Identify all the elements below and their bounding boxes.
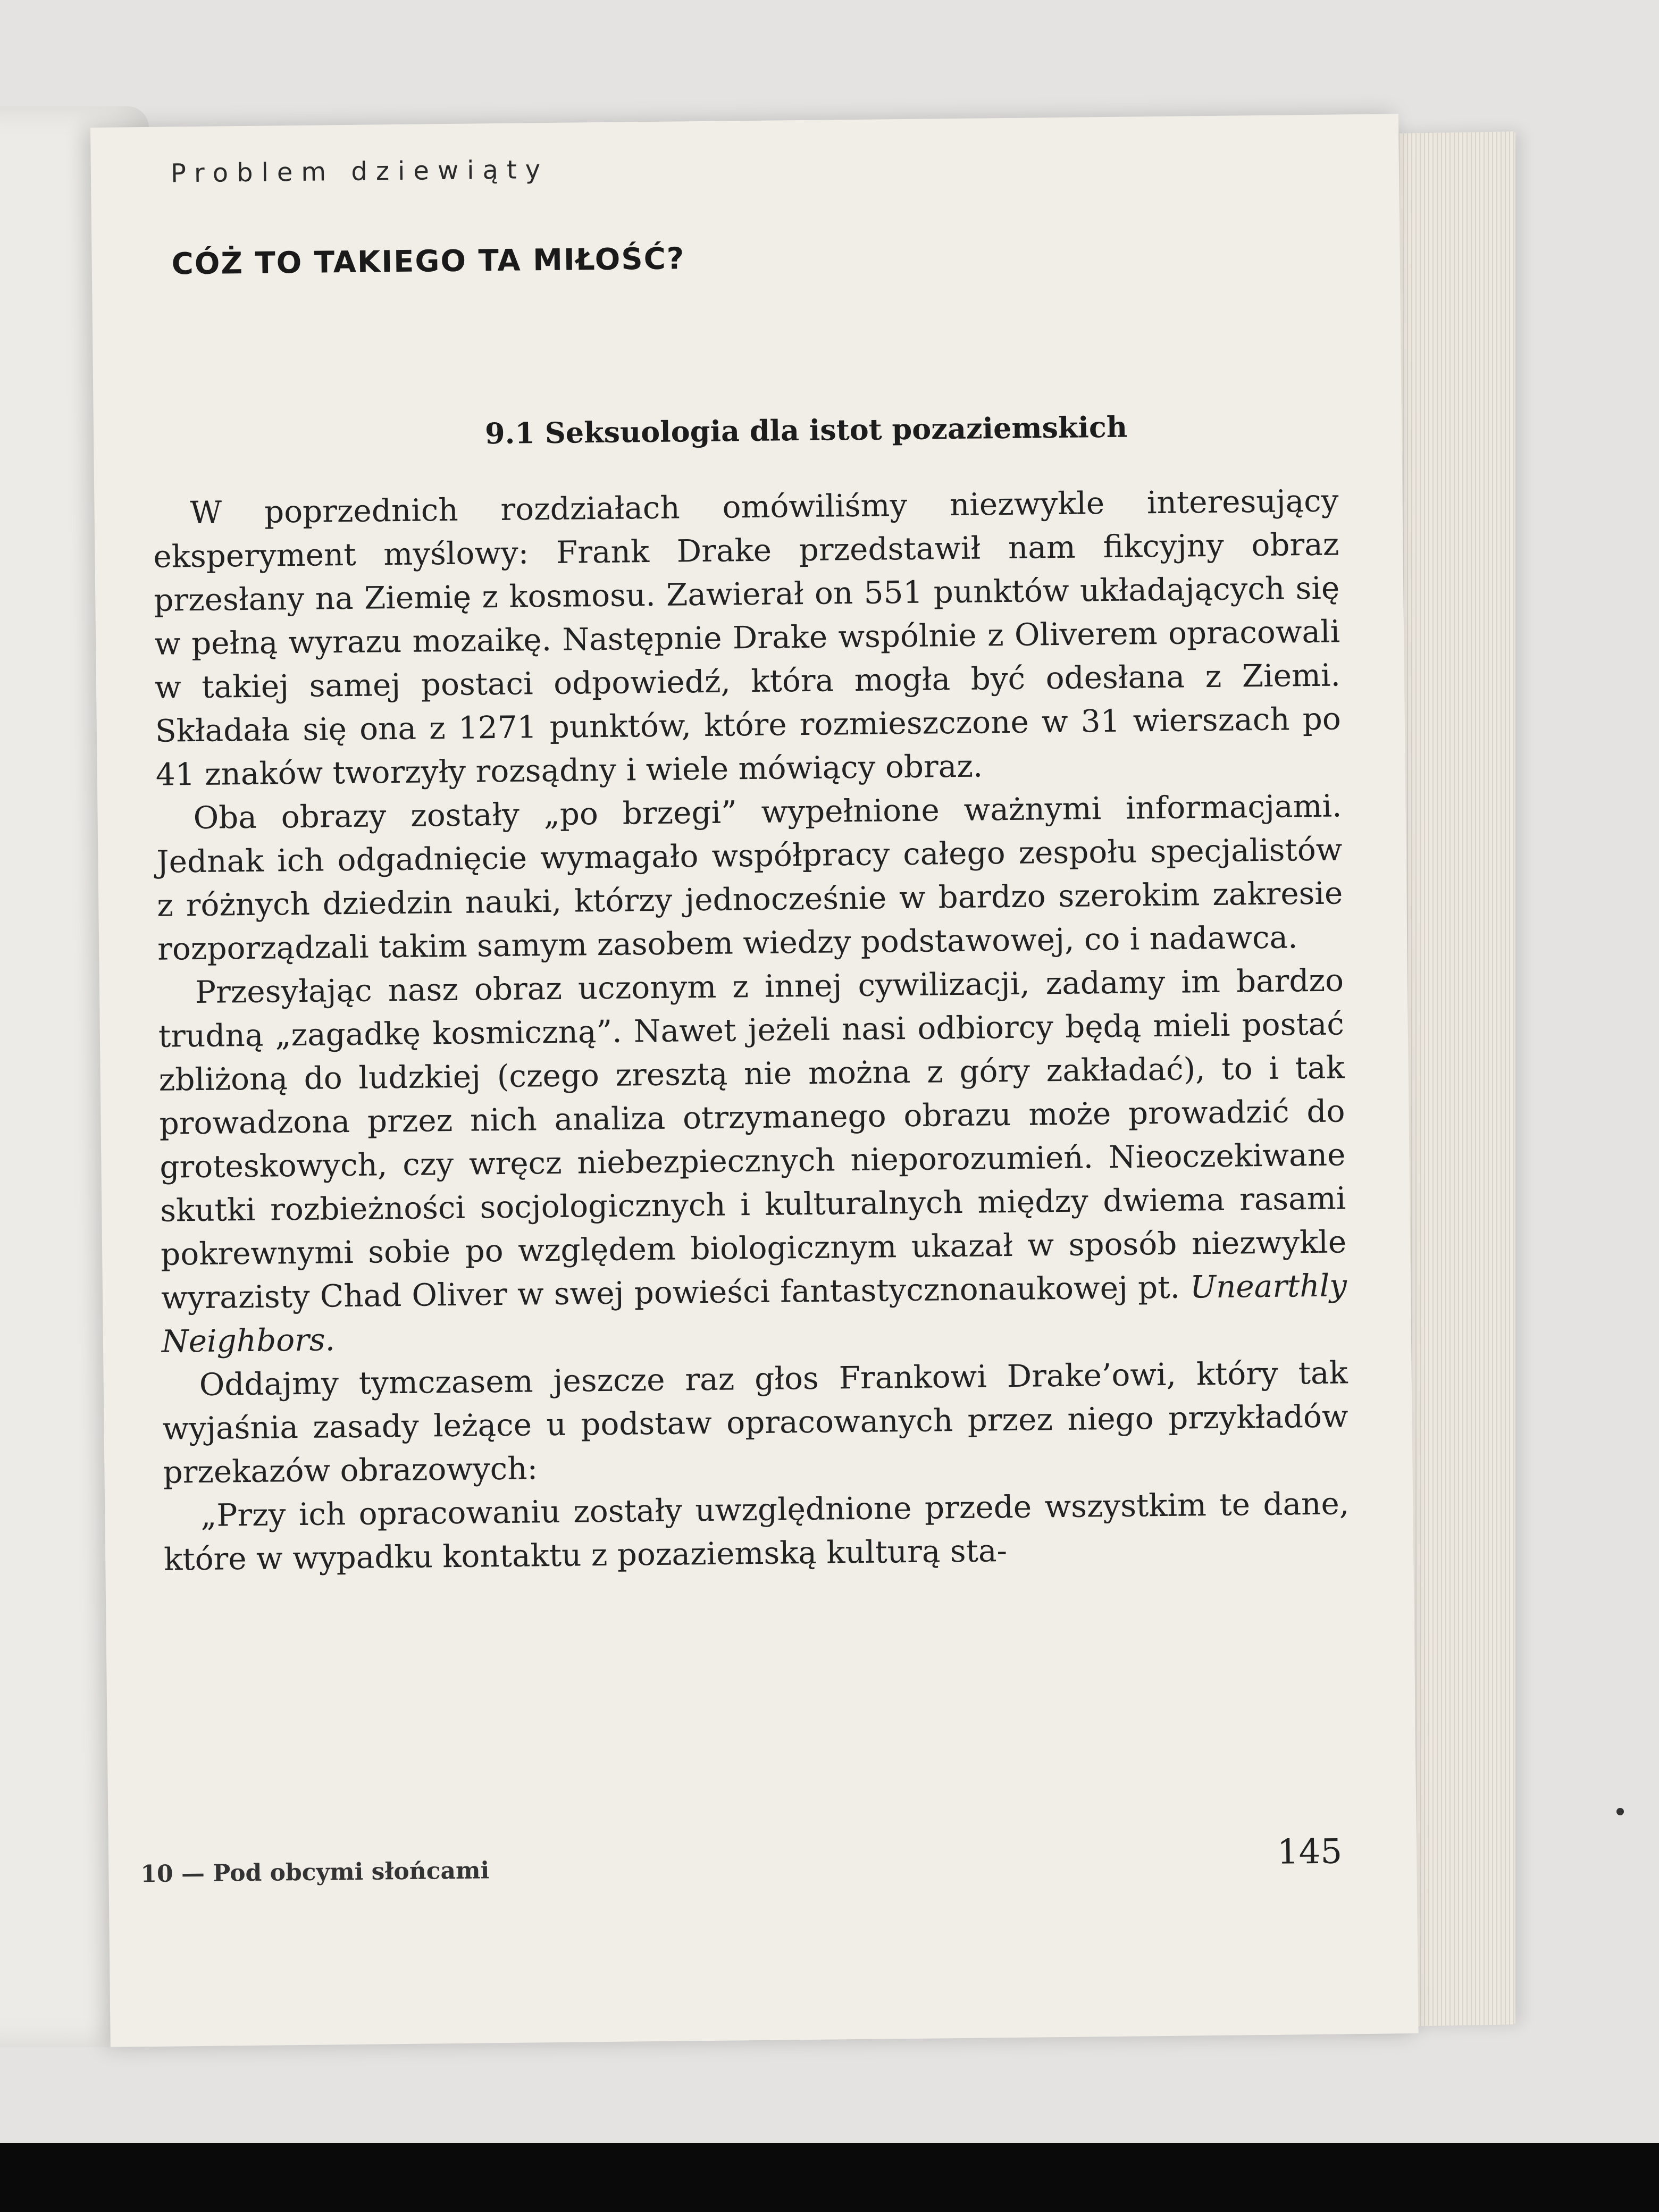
- paragraph-1: W poprzednich rozdziałach omówiliśmy niezwykle interesujący eksperyment myślowy: Frank Drake przedstawił nam fikcyjny obraz przesłany na Ziemię z kosmosu. Zawierał on 551 punktów układających się w pełną wyrazu mozaikę. Następnie Drake wspólnie z Oliverem opracowali w takiej samej postaci odpowiedź, która mogła być odesłana z Ziemi. Składała się ona z 1271 punktów, które rozmieszczone w 31 wierszach po 41 znaków tworzyły rozsądny i wiele mówiący obraz.: [153, 482, 1342, 793]
- page-number: 145: [1277, 1832, 1343, 1872]
- chapter-title: CÓŻ TO TAKIEGO TA MIŁOŚĆ?: [171, 241, 685, 282]
- page-footer: [140, 1832, 1364, 1898]
- book-title-italic: Unearthly Neighbors.: [161, 1267, 1347, 1360]
- paragraph-5: „Przy ich opracowaniu zostały uwzględnione przede wszystkim te dane, które w wypadku kontaktu z pozaziemską kulturą sta-: [163, 1485, 1350, 1578]
- table-speck: [1616, 1808, 1624, 1815]
- paragraph-3-text: Przesyłając nasz obraz uczonym z innej cywilizacji, zadamy im bardzo trudną „zagadkę kosmiczną”. Nawet jeżeli nasi odbiorcy będą mieli postać zbliżoną do ludzkiej (czego zresztą nie można z góry zakładać), to i tak prowadzona przez nich analiza otrzymanego obrazu może prowadzić do groteskowych, czy wręcz niebezpiecznych nieporozumień. Nieoczekiwane skutki rozbieżności socjologicznych i kulturalnych między dwiema rasami pokrewnymi sobie po względem biologicznym ukazał w sposób niezwykle wyrazisty Chad Oliver w swej powieści fantastycznonaukowej pt.: [158, 962, 1347, 1316]
- bottom-shadow-band: [0, 2143, 1659, 2212]
- paragraph-2: Oba obrazy zostały „po brzegi” wypełnione ważnymi informacjami. Jednak ich odgadnięcie wymagało współpracy całego zespołu specjalistów z różnych dziedzin nauki, którzy jednocześnie w bardzo szerokim zakresie rozporządzali takim samym zasobem wiedzy podstawowej, co i nadawca.: [156, 787, 1343, 967]
- book-page: [90, 114, 1419, 2047]
- running-head: Problem dziewiąty: [170, 154, 549, 189]
- page-content: [153, 146, 1355, 1581]
- footer-signature: 10 — Pod obcymi słońcami: [140, 1857, 490, 1888]
- paragraph-4: Oddajmy tymczasem jeszcze raz głos Frankowi Drake’owi, który tak wyjaśnia zasady leżące u podstaw opracowanych przez niego przykładów przekazów obrazowych:: [162, 1354, 1348, 1490]
- section-heading: 9.1 Seksuologia dla istot pozaziemskich: [484, 409, 1128, 451]
- paragraph-3: [158, 958, 1353, 1363]
